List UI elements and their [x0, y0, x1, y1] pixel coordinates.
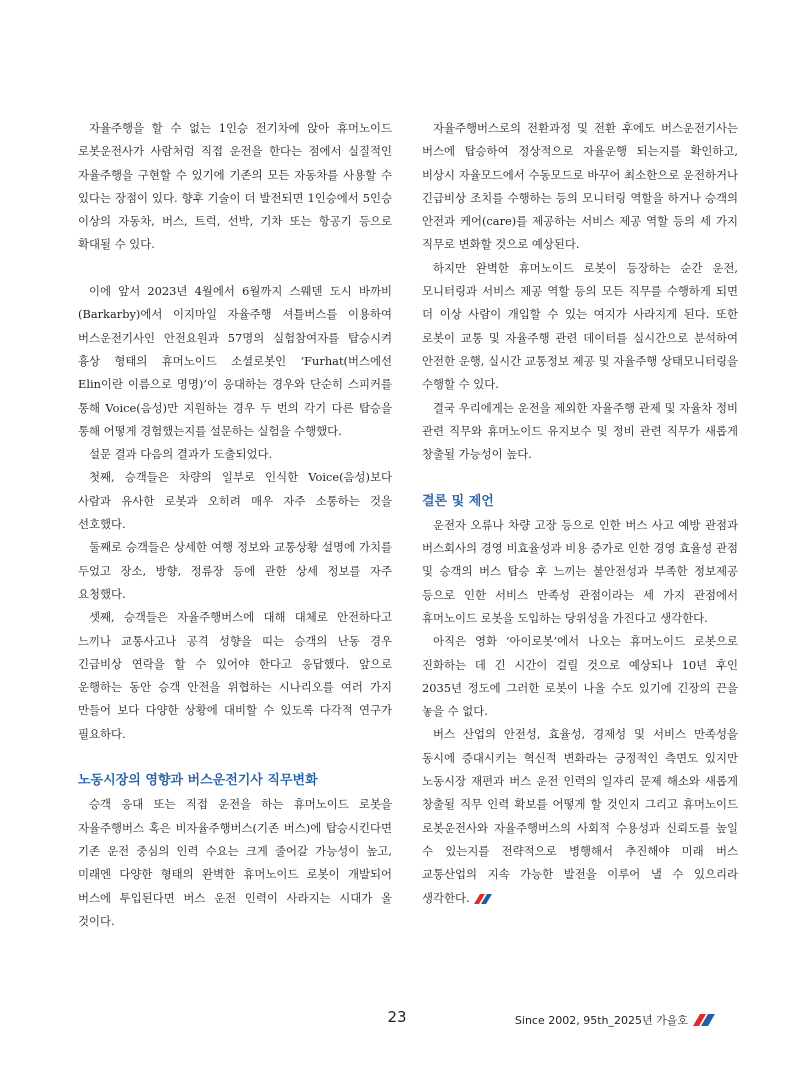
end-mark-logo-icon — [473, 893, 493, 905]
body-paragraph: 승객 응대 또는 직접 운전을 하는 휴머노이드 로봇을 자율주행버스 혹은 비자율주행버스(기존 버스)에 탑승시킨다면 기존 운전 중심의 인력 수요는 크게 줄어갈 가능성이 높고, 미래엔 다양한 형태의 완벽한 휴머노이드 로봇이 개발되어 버스에 투입된다면 버스 운전 인력이 사라지는 시대가 올 것이다. — [78, 797, 392, 928]
body-paragraph: 결국 우리에게는 운전을 제외한 자율주행 관제 및 자율차 정비 관련 직무와 휴머노이드 유지보수 및 정비 관련 직무가 새롭게 창출될 가능성이 높다. — [422, 400, 738, 462]
body-paragraph: 셋째, 승객들은 자율주행버스에 대해 대체로 안전하다고 느끼나 교통사고나 공격 성향을 띠는 승객의 난동 경우 긴급비상 연락을 할 수 있어야 한다고 응답했다. 앞으로 운행하는 동안 승객 안전을 위협하는 시나리오를 여러 가지 만들어 보다 다양한 상황에 대비할 수 있도록 다각적 연구가 필요하다. — [78, 610, 392, 741]
section-gap — [422, 466, 738, 489]
body-paragraph: 이에 앞서 2023년 4월에서 6월까지 스웨덴 도시 바까비(Barkarby)에서 이지마일 자율주행 셔틀버스를 이용하여 버스운전기사인 안전요원과 57명의 실험참여자를 탑승시켜 흉상 형태의 휴머노이드 소셜로봇인 ‘Furhat(버스에선 Elin이란 이름으로 명명)’이 응대하는 경우와 단순히 스피커를 통해 Voice(음성)만 지원하는 경우 두 번의 각기 다른 탑승을 통해 어떻게 경험했는지를 설문하는 실험을 수행했다. — [78, 284, 392, 438]
body-paragraph-final — [422, 723, 738, 909]
section-heading-conclusion: 결론 및 제언 — [422, 493, 494, 509]
body-paragraph: 운전자 오류나 차량 고장 등으로 인한 버스 사고 예방 관점과 버스회사의 경영 비효율성과 비용 증가로 인한 경영 효율성 관점 및 승객의 버스 탑승 후 느끼는 불안전성과 부족한 정보제공 등으로 인한 서비스 만족성 관점이라는 세 가지 관점에서 휴머노이드 로봇을 도입하는 당위성을 가진다고 생각한다. — [422, 517, 738, 625]
body-paragraph: 자율주행버스로의 전환과정 및 전환 후에도 버스운전기사는 버스에 탑승하여 정상적으로 자율운행 되는지를 확인하고, 비상시 자율모드에서 수동모드로 바꾸어 최소한으로 운전하거나 긴급비상 조치를 수행하는 등의 모니터링 역할을 하거나 승객의 안전과 케어(care)를 제공하는 서비스 제공 역할 등의 세 가지 직무로 변화할 것으로 예상된다. — [422, 121, 738, 252]
section-heading-labor-market: 노동시장의 영향과 버스운전기사 직무변화 — [78, 773, 318, 789]
body-paragraph: 아직은 영화 ‘아이로봇’에서 나오는 휴머노이드 로봇으로 진화하는 데 긴 시간이 걸릴 것으로 예상되나 10년 후인 2035년 정도에 그러한 로봇이 나올 수도 있기에 긴장의 끈을 놓을 수 없다. — [422, 634, 738, 719]
magazine-logo-icon — [692, 1013, 716, 1027]
body-paragraph: 자율주행을 할 수 없는 1인승 전기차에 앉아 휴머노이드 로봇운전사가 사람처럼 직접 운전을 한다는 점에서 실질적인 자율주행을 구현할 수 있기에 기존의 모든 자동차를 사용할 수 있다는 장점이 있다. 향후 기술이 더 발전되면 1인승에서 5인승 이상의 자동차, 버스, 트럭, 선박, 기차 또는 항공기 등으로 확대될 수 있다. — [78, 121, 392, 252]
issue-info — [515, 1012, 716, 1028]
issue-text: Since 2002, 95th_2025년 가을호 — [514, 1014, 688, 1027]
body-paragraph: 하지만 완벽한 휴머노이드 로봇이 등장하는 순간 운전, 모니터링과 서비스 제공 역할 등의 모든 직무를 수행하게 되면 더 이상 사람이 개입할 수 있는 여지가 사라지게 된다. 또한 로봇이 교통 및 자율주행 관련 데이터를 실시간으로 분석하여 안전한 운행, 실시간 교통정보 제공 및 자율주행 상태모니터링을 수행할 수 있다. — [422, 260, 738, 392]
page-number: 23 — [387, 1008, 407, 1026]
paragraph-gap — [78, 257, 392, 280]
final-paragraph-text: 버스 산업의 안전성, 효율성, 경제성 및 서비스 만족성을 동시에 증대시키는 혁신적 변화라는 긍정적인 측면도 있지만 노동시장 재편과 버스 운전 인력의 일자리 문제 해소와 새롭게 창출될 직무 인력 확보를 어떻게 할 것인지 그리고 휴머노이드 로봇운전사와 자율주행버스의 사회적 수용성과 신뢰도를 높일 수 있는지를 전략적으로 병행해서 추진해야 미래 버스 교통산업의 지속 가능한 발전을 이루어 낼 수 있으리라 생각한다. — [422, 727, 738, 905]
body-paragraph: 첫째, 승객들은 차량의 일부로 인식한 Voice(음성)보다 사람과 유사한 로봇과 오히려 매우 자주 소통하는 것을 선호했다. — [78, 470, 392, 532]
section-gap — [78, 746, 392, 769]
body-paragraph: 둘째로 승객들은 상세한 여행 정보와 교통상황 설명에 가치를 두었고 장소, 방향, 정류장 등에 관한 상세 정보를 자주 요청했다. — [78, 540, 392, 601]
right-column — [422, 117, 738, 910]
left-column — [78, 117, 392, 933]
body-paragraph: 설문 결과 다음의 결과가 도출되었다. — [89, 447, 273, 462]
